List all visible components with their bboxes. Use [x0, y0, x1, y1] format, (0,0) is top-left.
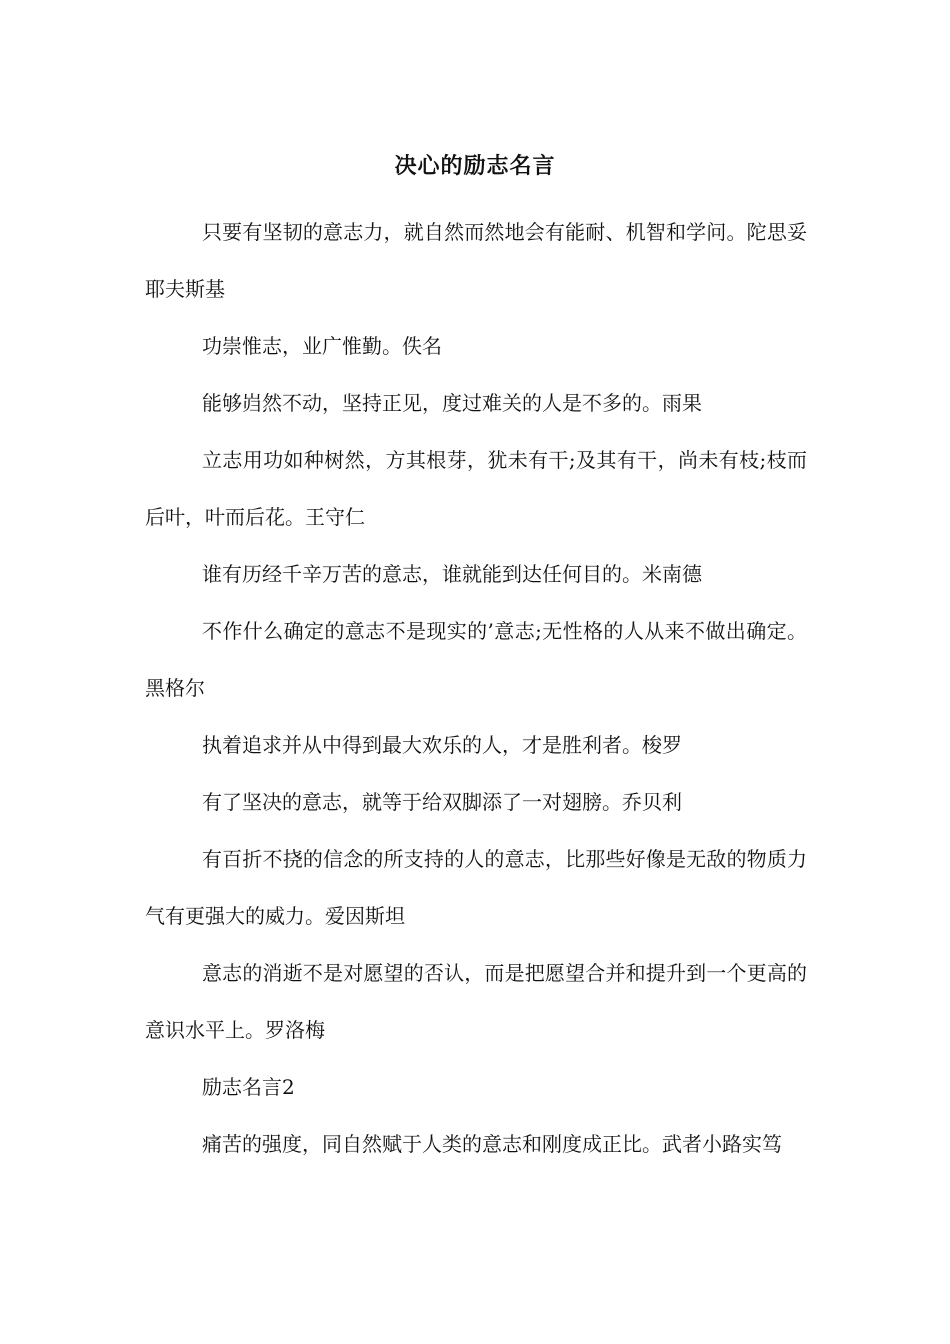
quote-paragraph: 有了坚决的意志，就等于给双脚添了一对翅膀。乔贝利: [202, 790, 682, 814]
quote-paragraph: 能够岿然不动，坚持正见，度过难关的人是不多的。雨果: [202, 391, 702, 415]
quote-paragraph: 谁有历经千辛万苦的意志，谁就能到达任何目的。米南德: [202, 562, 702, 586]
quote-paragraph: 只要有坚韧的意志力，就自然而然地会有能耐、机智和学问。陀思妥耶夫斯基: [145, 220, 807, 301]
quote-paragraph: 立志用功如种树然，方其根芽，犹未有干;及其有干，尚未有枝;枝而后叶，叶而后花。王守仁: [145, 448, 807, 529]
document-title: 决心的励志名言: [394, 153, 556, 179]
section-heading: 励志名言2: [202, 1075, 295, 1099]
quote-paragraph: 功崇惟志，业广惟勤。佚名: [202, 334, 442, 358]
quote-paragraph: 不作什么确定的意志不是现实的’意志;无性格的人从来不做出确定。黑格尔: [145, 619, 807, 700]
quote-paragraph: 痛苦的强度，同自然赋于人类的意志和刚度成正比。武者小路实笃: [202, 1132, 782, 1156]
quote-paragraph: 有百折不挠的信念的所支持的人的意志，比那些好像是无敌的物质力气有更强大的威力。爱因斯坦: [145, 847, 807, 928]
document-body: [145, 204, 807, 1173]
quote-paragraph: 执着追求并从中得到最大欢乐的人，才是胜利者。梭罗: [202, 733, 682, 757]
quote-paragraph: 意志的消逝不是对愿望的否认，而是把愿望合并和提升到一个更高的意识水平上。罗洛梅: [145, 961, 807, 1042]
